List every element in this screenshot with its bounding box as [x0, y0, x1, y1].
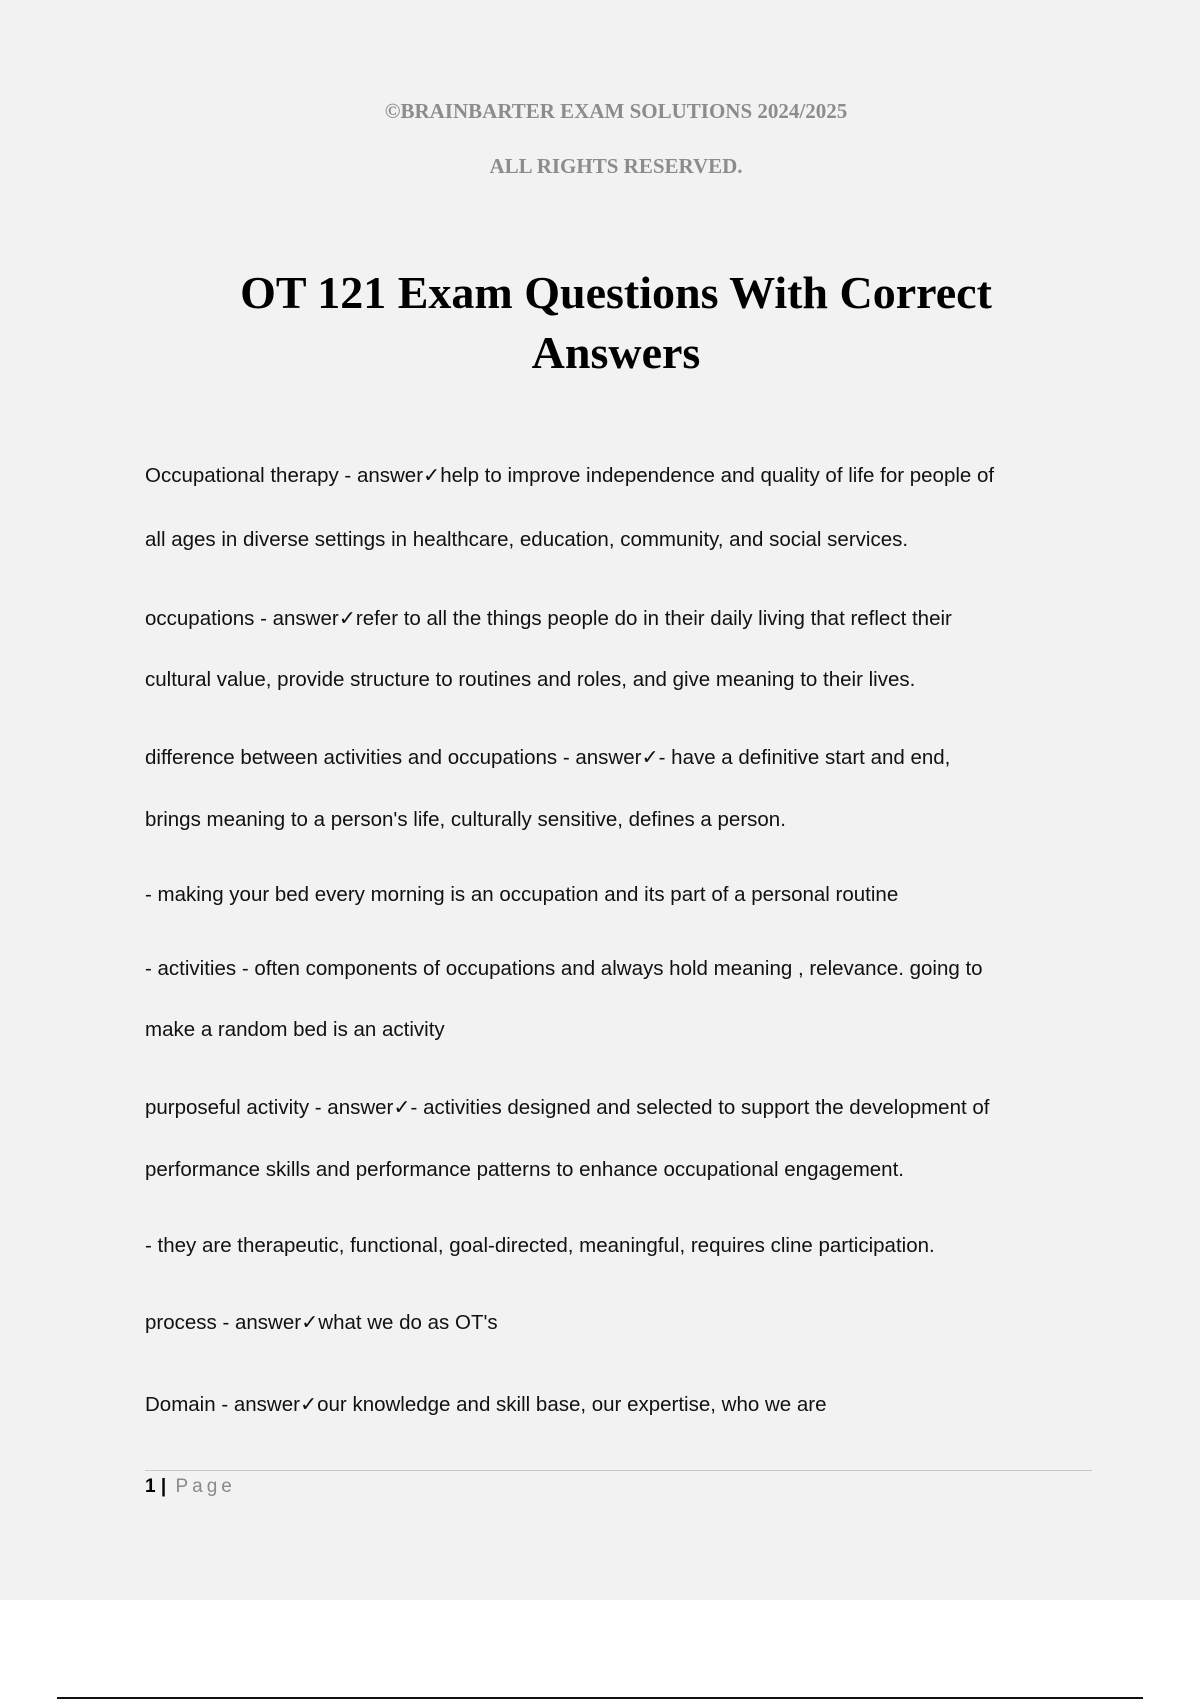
next-page-divider: [57, 1697, 1143, 1699]
page-footer: [145, 1475, 236, 1499]
body-line: performance skills and performance patterns to enhance occupational engagement.: [145, 1158, 904, 1181]
rights-header: ALL RIGHTS RESERVED.: [489, 154, 743, 178]
page-number: 1: [145, 1476, 156, 1497]
body-line: brings meaning to a person's life, culturally sensitive, defines a person.: [145, 808, 786, 831]
body-line: make a random bed is an activity: [145, 1018, 445, 1041]
body-line: purposeful activity - answer✓- activities designed and selected to support the development of: [145, 1096, 990, 1119]
body-line: difference between activities and occupations - answer✓- have a definitive start and end,: [145, 746, 951, 769]
body-line: all ages in diverse settings in healthcare, education, community, and social services.: [145, 528, 909, 551]
body-line: process - answer✓what we do as OT's: [145, 1311, 498, 1334]
footer-separator: |: [160, 1476, 167, 1497]
footer-divider: [145, 1470, 1092, 1471]
document-title-line-1: OT 121 Exam Questions With Correct: [240, 267, 992, 318]
body-line: - making your bed every morning is an occupation and its part of a personal routine: [145, 883, 899, 906]
document-title-line-2: Answers: [531, 327, 701, 378]
body-line: Occupational therapy - answer✓help to improve independence and quality of life for people of: [145, 464, 995, 487]
body-line: - activities - often components of occupations and always hold meaning , relevance. going to: [145, 957, 983, 980]
body-line: occupations - answer✓refer to all the things people do in their daily living that reflect their: [145, 607, 952, 630]
page-label: Page: [175, 1476, 236, 1497]
copyright-header: ©BRAINBARTER EXAM SOLUTIONS 2024/2025: [384, 99, 848, 123]
body-line: cultural value, provide structure to routines and roles, and give meaning to their lives.: [145, 668, 916, 691]
body-line: - they are therapeutic, functional, goal-directed, meaningful, requires cline participation.: [145, 1234, 935, 1257]
body-line: Domain - answer✓our knowledge and skill base, our expertise, who we are: [145, 1393, 827, 1416]
